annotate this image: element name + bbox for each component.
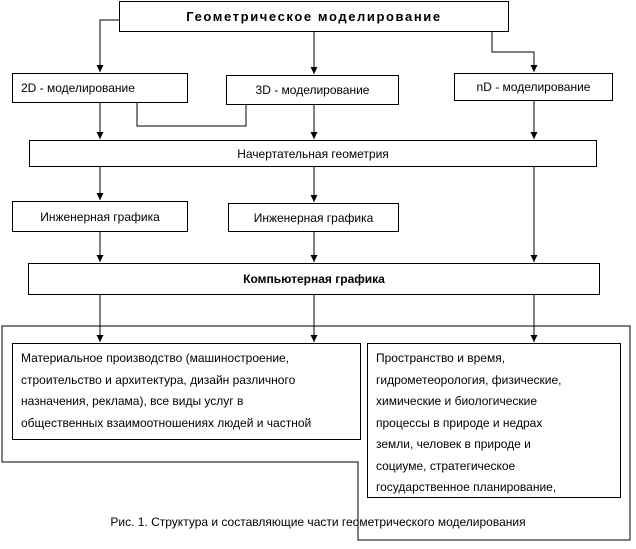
- material-production-line: назначения, реклама), все виды услуг в: [21, 394, 244, 408]
- box-material-production: [12, 343, 361, 440]
- label-engineering-graphics-left: Инженерная графика: [40, 209, 160, 224]
- material-production-line: строительство и архитектура, дизайн различного: [21, 372, 296, 387]
- box-engineering-graphics-right: [228, 203, 399, 232]
- title-box: [119, 1, 509, 32]
- box-space-and-time: [367, 343, 621, 498]
- label-2d-modeling: 2D - моделирование: [21, 81, 135, 95]
- box-computer-graphics: [28, 263, 600, 295]
- space-and-time-line: земли, человек в природе и: [376, 437, 531, 451]
- label-3d-modeling: 3D - моделирование: [255, 83, 370, 97]
- figure-caption: Рис. 1. Структура и составляющие части геометрического моделирования: [110, 515, 526, 529]
- box-2d-modeling: [12, 73, 188, 103]
- material-production-line: Материальное производство (машиностроение,: [21, 351, 290, 365]
- label-nd-modeling: nD - моделирование: [476, 80, 591, 94]
- space-and-time-line: гидрометеорология, физические,: [376, 372, 562, 387]
- space-and-time-line: Пространство и время,: [376, 351, 506, 365]
- connector-2d-to-3d: [137, 103, 246, 126]
- space-and-time-line: государственное планирование,: [376, 480, 557, 494]
- box-3d-modeling: [226, 75, 399, 105]
- space-and-time-line: социуме, стратегическое: [376, 458, 516, 473]
- box-engineering-graphics-left: [12, 201, 188, 232]
- connector-title-to-2d: [100, 20, 120, 72]
- material-production-line: общественных взаимоотношениях людей и частной: [21, 415, 312, 430]
- space-and-time-line: процессы в природе и недрах: [376, 415, 543, 430]
- label-descriptive-geometry: Начертательная геометрия: [237, 146, 389, 161]
- space-and-time-line: химические и биологические: [376, 394, 538, 408]
- title-text: Геометрическое моделирование: [186, 9, 442, 24]
- label-computer-graphics: Компьютерная графика: [243, 272, 385, 286]
- connector-title-to-nd: [492, 32, 534, 72]
- box-nd-modeling: [454, 73, 613, 101]
- box-descriptive-geometry: [29, 140, 597, 167]
- label-engineering-graphics-right: Инженерная графика: [253, 210, 374, 225]
